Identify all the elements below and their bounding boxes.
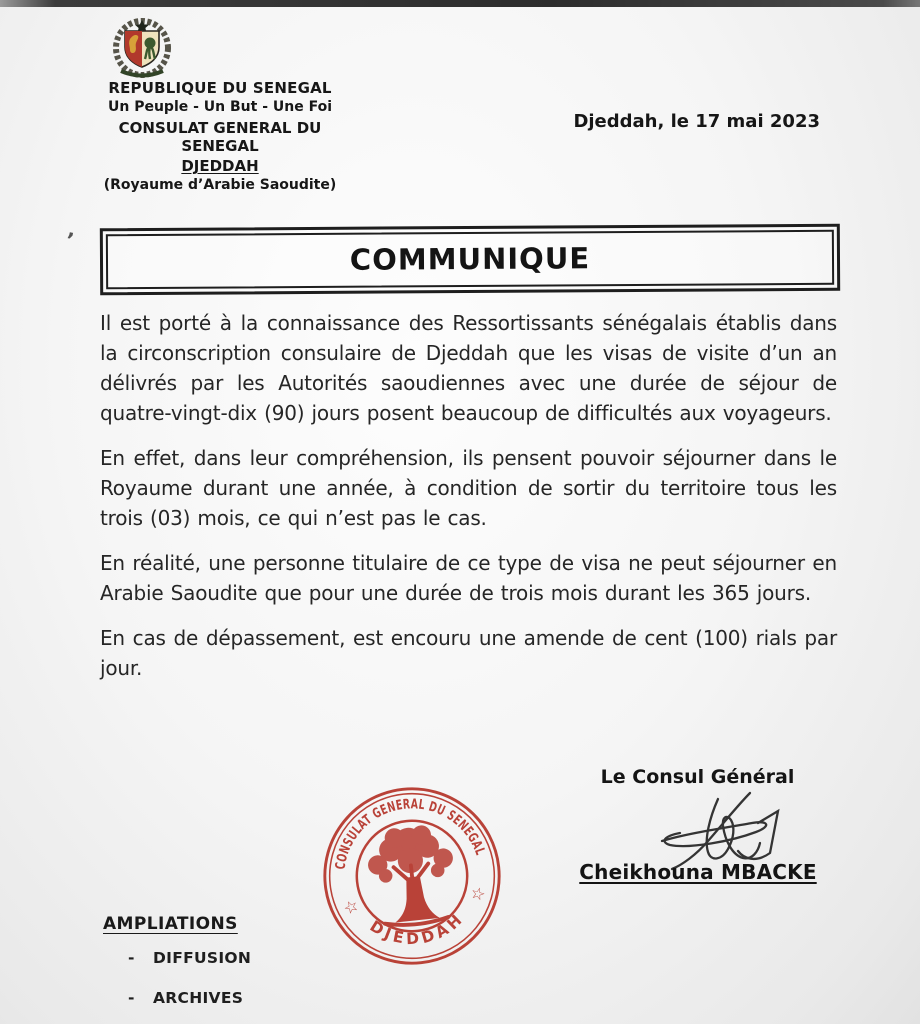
paragraph-4: En cas de dépassement, est encouru une amende de cent (100) rials par jour. xyxy=(100,626,837,680)
letterhead-country: (Royaume d’Arabie Saoudite) xyxy=(103,177,337,193)
ampliations-heading: AMPLIATIONS xyxy=(103,914,238,934)
signatory-role: Le Consul Général xyxy=(600,766,795,788)
signature-squiggle xyxy=(638,789,790,871)
document-body xyxy=(100,308,837,698)
baobab-tree-icon xyxy=(364,822,459,928)
senegal-coat-of-arms-logo xyxy=(111,15,173,79)
scan-top-edge xyxy=(0,0,920,7)
letterhead-republic: REPUBLIQUE DU SENEGAL xyxy=(108,79,332,97)
stamp-ring-text-top: CONSULAT GENERAL DU SENEGAL xyxy=(332,796,490,871)
letterhead-city: DJEDDAH xyxy=(181,157,259,175)
paragraph-1: Il est porté à la connaissance des Ressortissants sénégalais établis dans la circonscription consulaire de Djeddah que les visas de visite d’un an délivrés par les Autorités saoudiennes avec une durée de séjour de quatre-vingt-dix (90) jours posent beaucoup de difficultés aux voyageurs. xyxy=(100,311,837,425)
list-dash: - xyxy=(128,949,135,967)
dateline: Djeddah, le 17 mai 2023 xyxy=(573,111,820,132)
title-box-inner xyxy=(106,230,834,289)
letterhead xyxy=(86,79,354,193)
list-dash: - xyxy=(128,989,135,1007)
stamp-star-right-icon: ☆ xyxy=(468,882,488,905)
paragraph-3: En réalité, une personne titulaire de ce type de visa ne peut séjourner en Arabie Saoudite que pour une durée de trois mois durant les 365 jours. xyxy=(100,551,837,605)
paragraph-2: En effet, dans leur compréhension, ils pensent pouvoir séjourner dans le Royaume durant une année, à condition de sortir du territoire tous les trois (03) mois, ce qui n’est pas le cas. xyxy=(100,446,837,530)
stamp-ring-text-bottom: DJEDDAH xyxy=(366,908,469,949)
letterhead-motto: Un Peuple - Un But - Une Foi xyxy=(107,99,333,115)
scan-artifact-mark: ’ xyxy=(63,227,77,253)
document-title: COMMUNIQUE xyxy=(349,241,591,277)
letterhead-consulate: CONSULAT GENERAL DU SENEGAL xyxy=(118,119,322,155)
signatory-name: Cheikhouna MBACKE xyxy=(579,860,817,884)
consular-stamp xyxy=(311,775,513,977)
stamp-star-left-icon: ☆ xyxy=(340,895,363,919)
title-box xyxy=(100,224,840,296)
